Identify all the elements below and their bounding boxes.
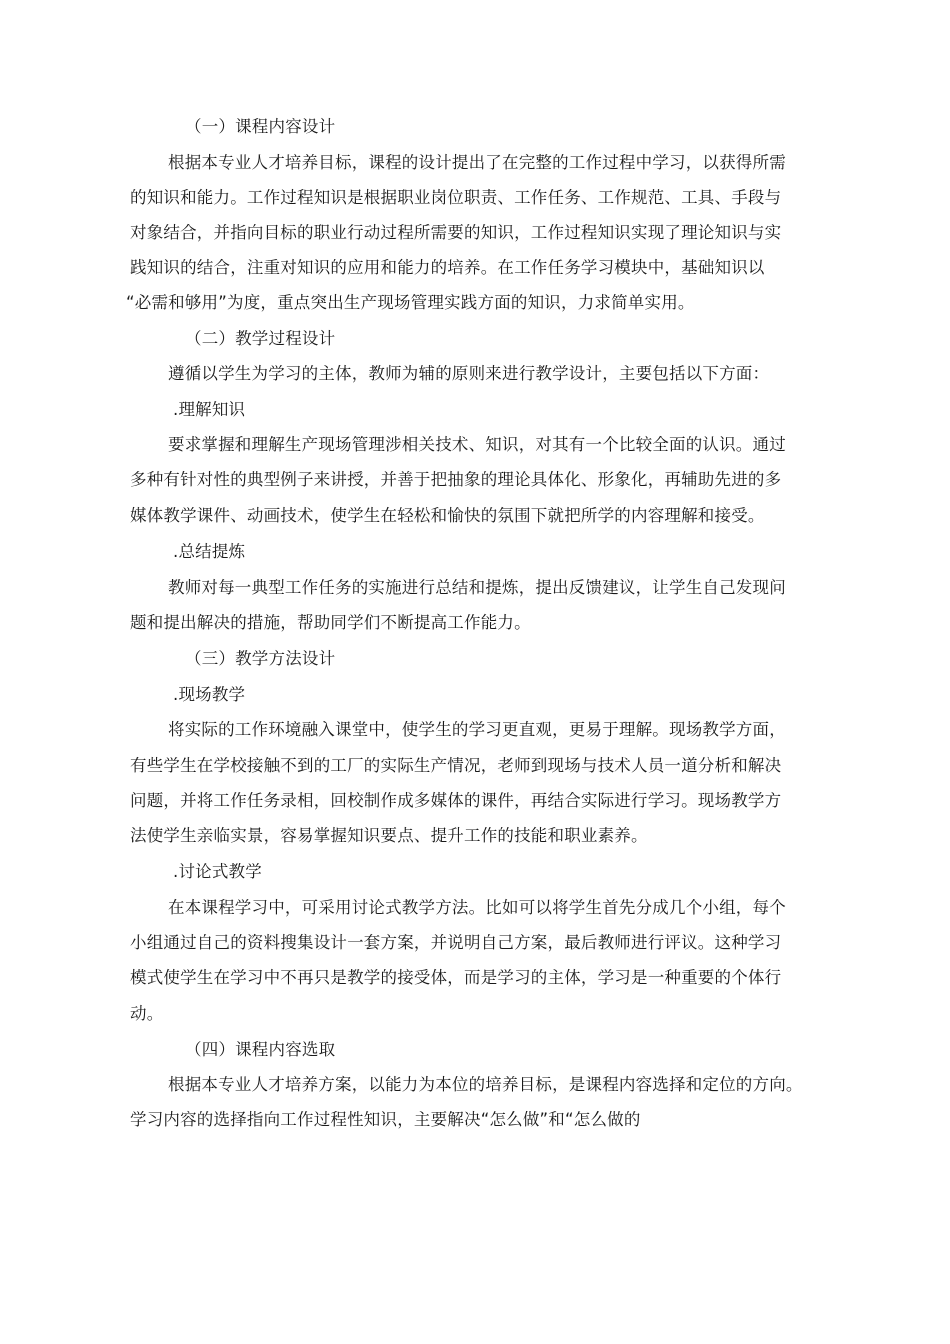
section-heading-4: （四）课程内容选取 [185, 1040, 336, 1059]
subheading: .理解知识 [173, 400, 246, 419]
paragraph-line: 媒体教学课件、动画技术，使学生在轻松和愉快的氛围下就把所学的内容理解和接受。 [130, 506, 765, 525]
paragraph-line: 教师对每一典型工作任务的实施进行总结和提炼，提出反馈建议，让学生自己发现问 [168, 578, 786, 597]
paragraph-line: 模式使学生在学习中不再只是教学的接受体，而是学习的主体，学习是一种重要的个体行 [130, 968, 782, 987]
paragraph-line: 根据本专业人才培养方案，以能力为本位的培养目标，是课程内容选择和定位的方向。 [168, 1075, 803, 1094]
paragraph-line: 在本课程学习中，可采用讨论式教学方法。比如可以将学生首先分成几个小组，每个 [168, 898, 786, 917]
paragraph-line: 多种有针对性的典型例子来讲授，并善于把抽象的理论具体化、形象化，再辅助先进的多 [130, 470, 782, 489]
paragraph-line: 要求掌握和理解生产现场管理涉相关技术、知识，对其有一个比较全面的认识。通过 [168, 435, 786, 454]
paragraph-line: 法使学生亲临实景，容易掌握知识要点、提升工作的技能和职业素养。 [130, 826, 648, 845]
paragraph-line: 小组通过自己的资料搜集设计一套方案，并说明自己方案，最后教师进行评议。这种学习 [130, 933, 782, 952]
paragraph-line: 学习内容的选择指向工作过程性知识，主要解决“怎么做”和“怎么做的 [130, 1110, 641, 1129]
paragraph-line: 对象结合，并指向目标的职业行动过程所需要的知识，工作过程知识实现了理论知识与实 [130, 223, 782, 242]
paragraph-line: 问题，并将工作任务录相，回校制作成多媒体的课件，再结合实际进行学习。现场教学方 [130, 791, 782, 810]
paragraph-line: 践知识的结合，注重对知识的应用和能力的培养。在工作任务学习模块中，基础知识以 [130, 258, 765, 277]
paragraph-line: 动。 [130, 1004, 164, 1023]
paragraph-line: 根据本专业人才培养目标，课程的设计提出了在完整的工作过程中学习，以获得所需 [168, 153, 786, 172]
subheading: .现场教学 [173, 685, 246, 704]
paragraph-line: 有些学生在学校接触不到的工厂的实际生产情况，老师到现场与技术人员一道分析和解决 [130, 756, 782, 775]
section-heading-1: （一）课程内容设计 [185, 117, 336, 136]
section-heading-2: （二）教学过程设计 [185, 329, 336, 348]
paragraph-line: “必需和够用”为度，重点突出生产现场管理实践方面的知识，力求简单实用。 [126, 293, 695, 312]
paragraph-line: 将实际的工作环境融入课堂中，使学生的学习更直观，更易于理解。现场教学方面， [168, 720, 786, 739]
paragraph-line: 的知识和能力。工作过程知识是根据职业岗位职责、工作任务、工作规范、工具、手段与 [130, 188, 782, 207]
section-heading-3: （三）教学方法设计 [185, 649, 336, 668]
paragraph-line: 遵循以学生为学习的主体，教师为辅的原则来进行教学设计，主要包括以下方面： [168, 364, 770, 383]
paragraph-line: 题和提出解决的措施，帮助同学们不断提高工作能力。 [130, 613, 531, 632]
subheading: .讨论式教学 [173, 862, 262, 881]
subheading: .总结提炼 [173, 542, 246, 561]
